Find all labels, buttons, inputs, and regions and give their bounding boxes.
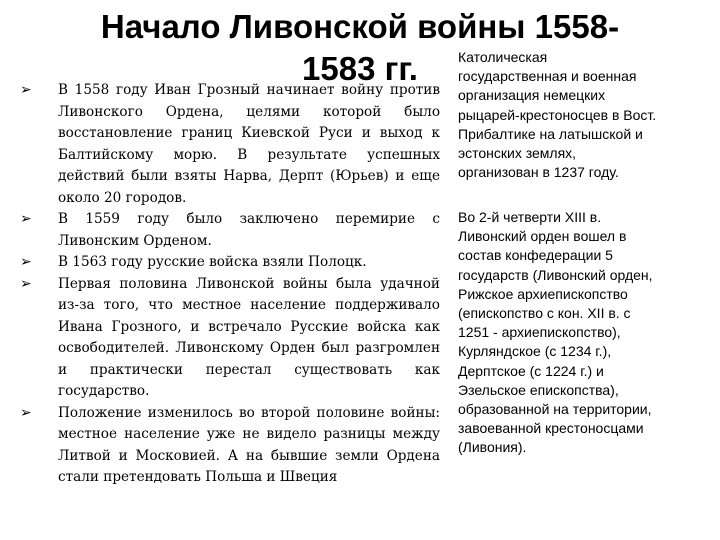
bullet-item — [20, 252, 440, 274]
bullet-item — [20, 80, 440, 209]
arrowhead-bullet-icon: ➢ — [20, 254, 32, 270]
arrowhead-bullet-icon: ➢ — [20, 275, 32, 292]
bullet-item — [20, 209, 440, 252]
bullet-text: Первая половина Ливонской войны была удачной из-за того, что местное население поддерживало Ивана Грозного, и встречало Русские войска как освободителей. Ливонскому Орден был разгромлен и практически перестал существовать как государство. — [58, 275, 440, 399]
arrowhead-bullet-icon: ➢ — [20, 404, 32, 421]
bullet-text: В 1563 году русские войска взяли Полоцк. — [58, 254, 367, 270]
bullet-item — [20, 403, 440, 489]
bullet-text: Положение изменилось во второй половине войны: местное население уже не видело разницы между Литвой и Московией. А на бывшие земли Ордена стали претендовать Польша и Швеция — [58, 404, 440, 485]
bullet-item — [20, 274, 440, 403]
bullet-text: В 1559 году было заключено перемирие с Ливонским Орденом. — [58, 211, 440, 249]
slide-title: Начало Ливонской войны 1558-1583 гг. — [100, 8, 620, 87]
bullet-list — [20, 80, 440, 489]
side-note-livonian-order: Католическая государственная и военная организация немецких рыцарей-крестоносцев в Вост. Прибалтике на латышской и эстонских землях, организован в 1237 году. — [458, 49, 657, 181]
arrowhead-bullet-icon: ➢ — [20, 82, 32, 98]
arrowhead-bullet-icon: ➢ — [20, 211, 32, 227]
bullet-text: В 1558 году Иван Грозный начинает войну против Ливонского Ордена, целями которой было восстановление границ Киевской Руси и выход к Балтийскому морю. В результате успешных действий были взяты Нарва, Дерпт (Юрьев) и еще около 20 городов. — [58, 82, 440, 206]
side-note-livonian-confederation: Во 2-й четверти XIII в. Ливонский орден вошел в состав конфедерации 5 государств (Ливонский орден, Рижское архиепископство (епископство с кон. XII в. с 1251 - архиепископство), Курляндское (с 1234 г.), Дерптское (с 1224 г.) и Эзельское епископства), образованной на территории, завоеванной крестоносцами (Ливония). — [458, 209, 653, 456]
